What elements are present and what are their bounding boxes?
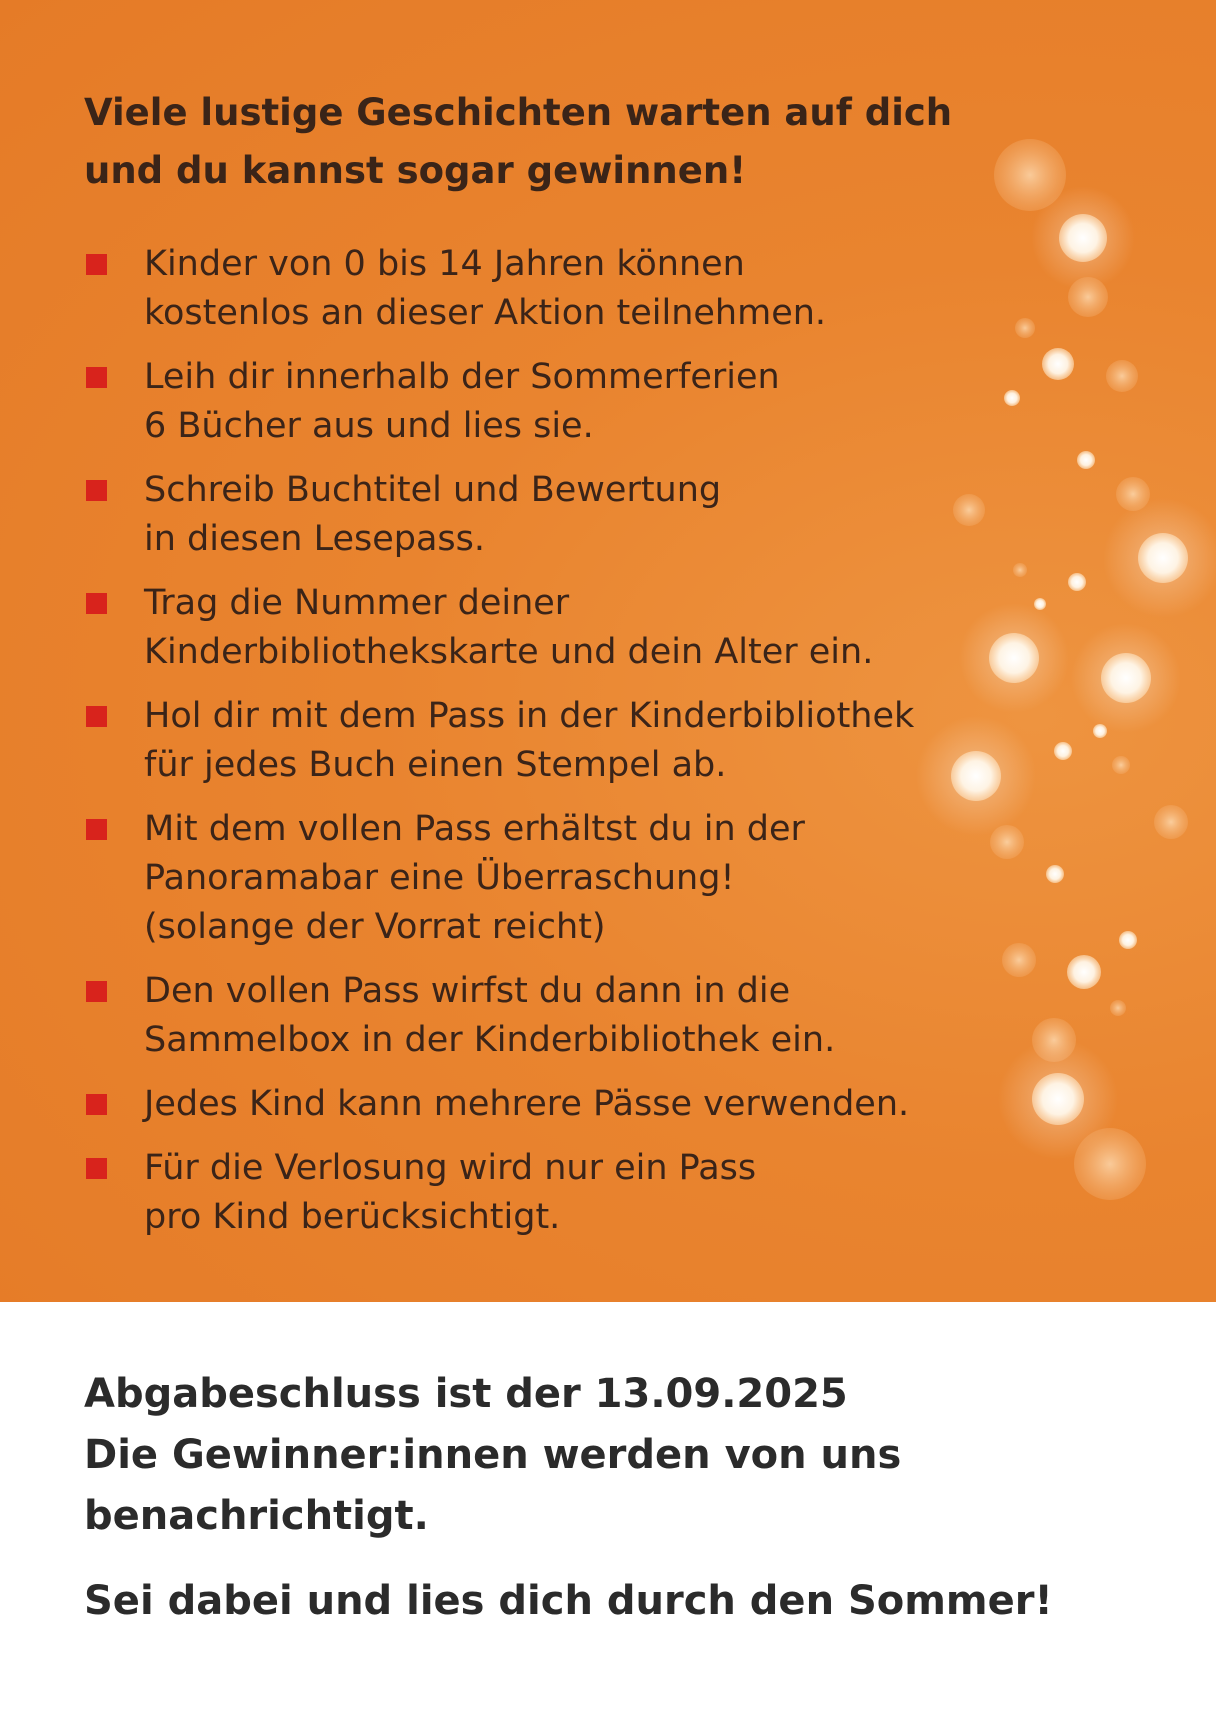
rule-text: Trag die Nummer deiner Kinderbibliothekskarte und dein Alter ein. <box>144 583 874 672</box>
bubble <box>1106 360 1138 392</box>
red-square-bullet-icon <box>86 1158 107 1179</box>
rule-text: Leih dir innerhalb der Sommerferien 6 Bücher aus und lies sie. <box>144 357 780 446</box>
rules-list <box>84 240 1014 1257</box>
bubble <box>1032 1073 1084 1125</box>
bubble <box>1154 805 1188 839</box>
list-item <box>84 1080 1014 1129</box>
bubble <box>1138 533 1188 583</box>
rule-text: Schreib Buchtitel und Bewertung in diesen Lesepass. <box>144 470 722 559</box>
rule-text: Hol dir mit dem Pass in der Kinderbibliothek für jedes Buch einen Stempel ab. <box>144 696 915 785</box>
bubble <box>1068 277 1108 317</box>
bubble <box>1059 214 1107 262</box>
red-square-bullet-icon <box>86 819 107 840</box>
red-square-bullet-icon <box>86 1094 107 1115</box>
rule-text: Kinder von 0 bis 14 Jahren können kostenlos an dieser Aktion teilnehmen. <box>144 244 827 333</box>
bubble <box>1119 931 1137 949</box>
bubble <box>1093 724 1107 738</box>
red-square-bullet-icon <box>86 367 107 388</box>
bubble <box>1015 318 1035 338</box>
bubble <box>1112 756 1130 774</box>
rule-text: Für die Verlosung wird nur ein Pass pro Kind berücksichtigt. <box>144 1148 757 1237</box>
rule-text: Mit dem vollen Pass erhältst du in der Panoramabar eine Überraschung! (solange der Vorrat reicht) <box>144 809 805 947</box>
list-item <box>84 692 1014 790</box>
list-item <box>84 967 1014 1065</box>
rule-text: Den vollen Pass wirfst du dann in die Sammelbox in der Kinderbibliothek ein. <box>144 971 836 1060</box>
list-item <box>84 1144 1014 1242</box>
red-square-bullet-icon <box>86 981 107 1002</box>
bubble <box>1054 742 1072 760</box>
bubble <box>1077 451 1095 469</box>
red-square-bullet-icon <box>86 254 107 275</box>
winners-notice: Die Gewinner:innen werden von uns benachrichtigt. <box>84 1432 902 1539</box>
bubble <box>1068 573 1086 591</box>
red-square-bullet-icon <box>86 480 107 501</box>
red-square-bullet-icon <box>86 593 107 614</box>
list-item <box>84 466 1014 564</box>
bubble <box>1074 1128 1146 1200</box>
deadline-text: Abgabeschluss ist der 13.09.2025 <box>84 1371 848 1417</box>
bubble <box>1101 653 1151 703</box>
bubble <box>1046 865 1064 883</box>
footer-section <box>84 1364 1124 1632</box>
closing-slogan: Sei dabei und lies dich durch den Sommer! <box>84 1578 1053 1624</box>
rule-text: Jedes Kind kann mehrere Pässe verwenden. <box>144 1084 910 1124</box>
list-item <box>84 579 1014 677</box>
bubble <box>1042 348 1074 380</box>
list-item <box>84 240 1014 338</box>
headline: Viele lustige Geschichten warten auf dich und du kannst sogar gewinnen! <box>84 91 953 192</box>
red-square-bullet-icon <box>86 706 107 727</box>
list-item <box>84 805 1014 952</box>
bubble <box>1013 563 1027 577</box>
list-item <box>84 353 1014 451</box>
bubble <box>1067 955 1101 989</box>
bubble <box>1110 1000 1126 1016</box>
